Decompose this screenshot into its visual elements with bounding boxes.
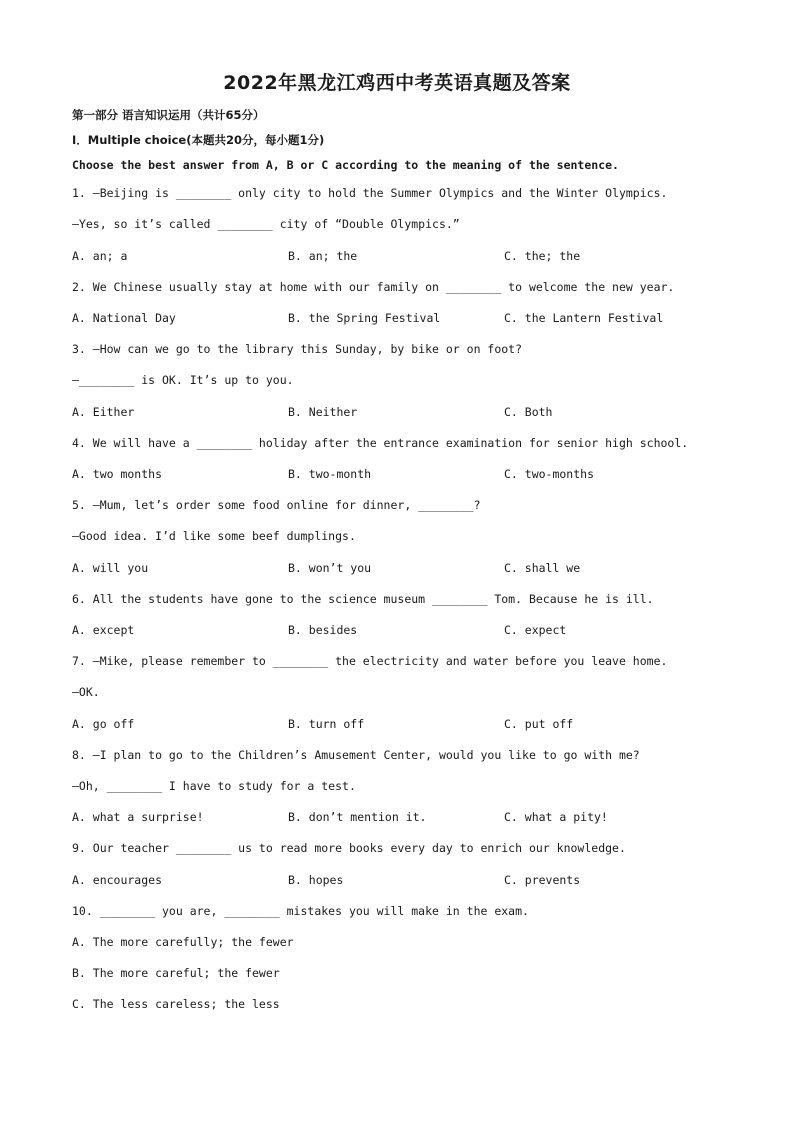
question-5-option-a: A. will you [72, 561, 149, 575]
question-3-line-2: —________ is OK. It’s up to you. [72, 373, 294, 387]
question-7-option-a: A. go off [72, 717, 135, 731]
question-10-option-a: A. The more carefully; the fewer [72, 935, 294, 949]
question-7-line-2: —OK. [72, 685, 100, 699]
question-8-line-1: 8. —I plan to go to the Children’s Amusement Center, would you like to go with me? [72, 748, 640, 762]
question-8-option-c: C. what a pity! [504, 810, 608, 824]
section-heading: Ⅰ．Multiple choice(本题共20分，每小题1分) [72, 133, 325, 147]
question-9-line-1: 9. Our teacher ________ us to read more books every day to enrich our knowledge. [72, 841, 626, 855]
question-10-line-1: 10. ________ you are, ________ mistakes you will make in the exam. [72, 904, 529, 918]
question-5-line-2: —Good idea. I’d like some beef dumplings. [72, 529, 356, 543]
question-5-line-1: 5. —Mum, let’s order some food online for dinner, ________? [72, 498, 481, 512]
question-7-line-1: 7. —Mike, please remember to ________ the electricity and water before you leave home. [72, 654, 668, 668]
question-4-line-1: 4. We will have a ________ holiday after the entrance examination for senior high school. [72, 436, 689, 450]
question-6-option-c: C. expect [504, 623, 567, 637]
question-6-option-b: B. besides [288, 623, 358, 637]
question-10-option-c: C. The less careless; the less [72, 997, 280, 1011]
question-8-option-a: A. what a surprise! [72, 810, 204, 824]
question-8-line-2: —Oh, ________ I have to study for a test. [72, 779, 356, 793]
question-3-option-a: A. Either [72, 405, 135, 419]
question-4-option-a: A. two months [72, 467, 163, 481]
question-3-option-b: B. Neither [288, 405, 358, 419]
question-3-line-1: 3. —How can we go to the library this Sunday, by bike or on foot? [72, 342, 523, 356]
question-2-option-b: B. the Spring Festival [288, 311, 441, 325]
question-3-option-c: C. Both [504, 405, 553, 419]
instruction: Choose the best answer from A, B or C according to the meaning of the sentence. [72, 158, 619, 172]
question-9-option-a: A. encourages [72, 873, 163, 887]
question-8-option-b: B. don’t mention it. [288, 810, 427, 824]
page-title: 2022年黑龙江鸡西中考英语真题及答案 [223, 72, 571, 94]
question-1-line-2: —Yes, so it’s called ________ city of “Double Olympics.” [72, 217, 460, 231]
question-6-option-a: A. except [72, 623, 135, 637]
question-7-option-b: B. turn off [288, 717, 365, 731]
question-2-line-1: 2. We Chinese usually stay at home with our family on ________ to welcome the new year. [72, 280, 675, 294]
part-heading: 第一部分 语言知识运用（共计65分） [72, 108, 265, 122]
question-4-option-b: B. two-month [288, 467, 372, 481]
question-1-line-1: 1. —Beijing is ________ only city to hold the Summer Olympics and the Winter Olympics. [72, 186, 668, 200]
question-9-option-b: B. hopes [288, 873, 344, 887]
question-1-option-a: A. an; a [72, 249, 128, 263]
question-2-option-c: C. the Lantern Festival [504, 311, 664, 325]
question-5-option-c: C. shall we [504, 561, 581, 575]
question-1-option-c: C. the; the [504, 249, 581, 263]
question-4-option-c: C. two-months [504, 467, 595, 481]
question-9-option-c: C. prevents [504, 873, 581, 887]
question-5-option-b: B. won’t you [288, 561, 372, 575]
question-6-line-1: 6. All the students have gone to the science museum ________ Tom. Because he is ill. [72, 592, 654, 606]
question-7-option-c: C. put off [504, 717, 574, 731]
question-1-option-b: B. an; the [288, 249, 358, 263]
question-10-option-b: B. The more careful; the fewer [72, 966, 280, 980]
question-2-option-a: A. National Day [72, 311, 176, 325]
